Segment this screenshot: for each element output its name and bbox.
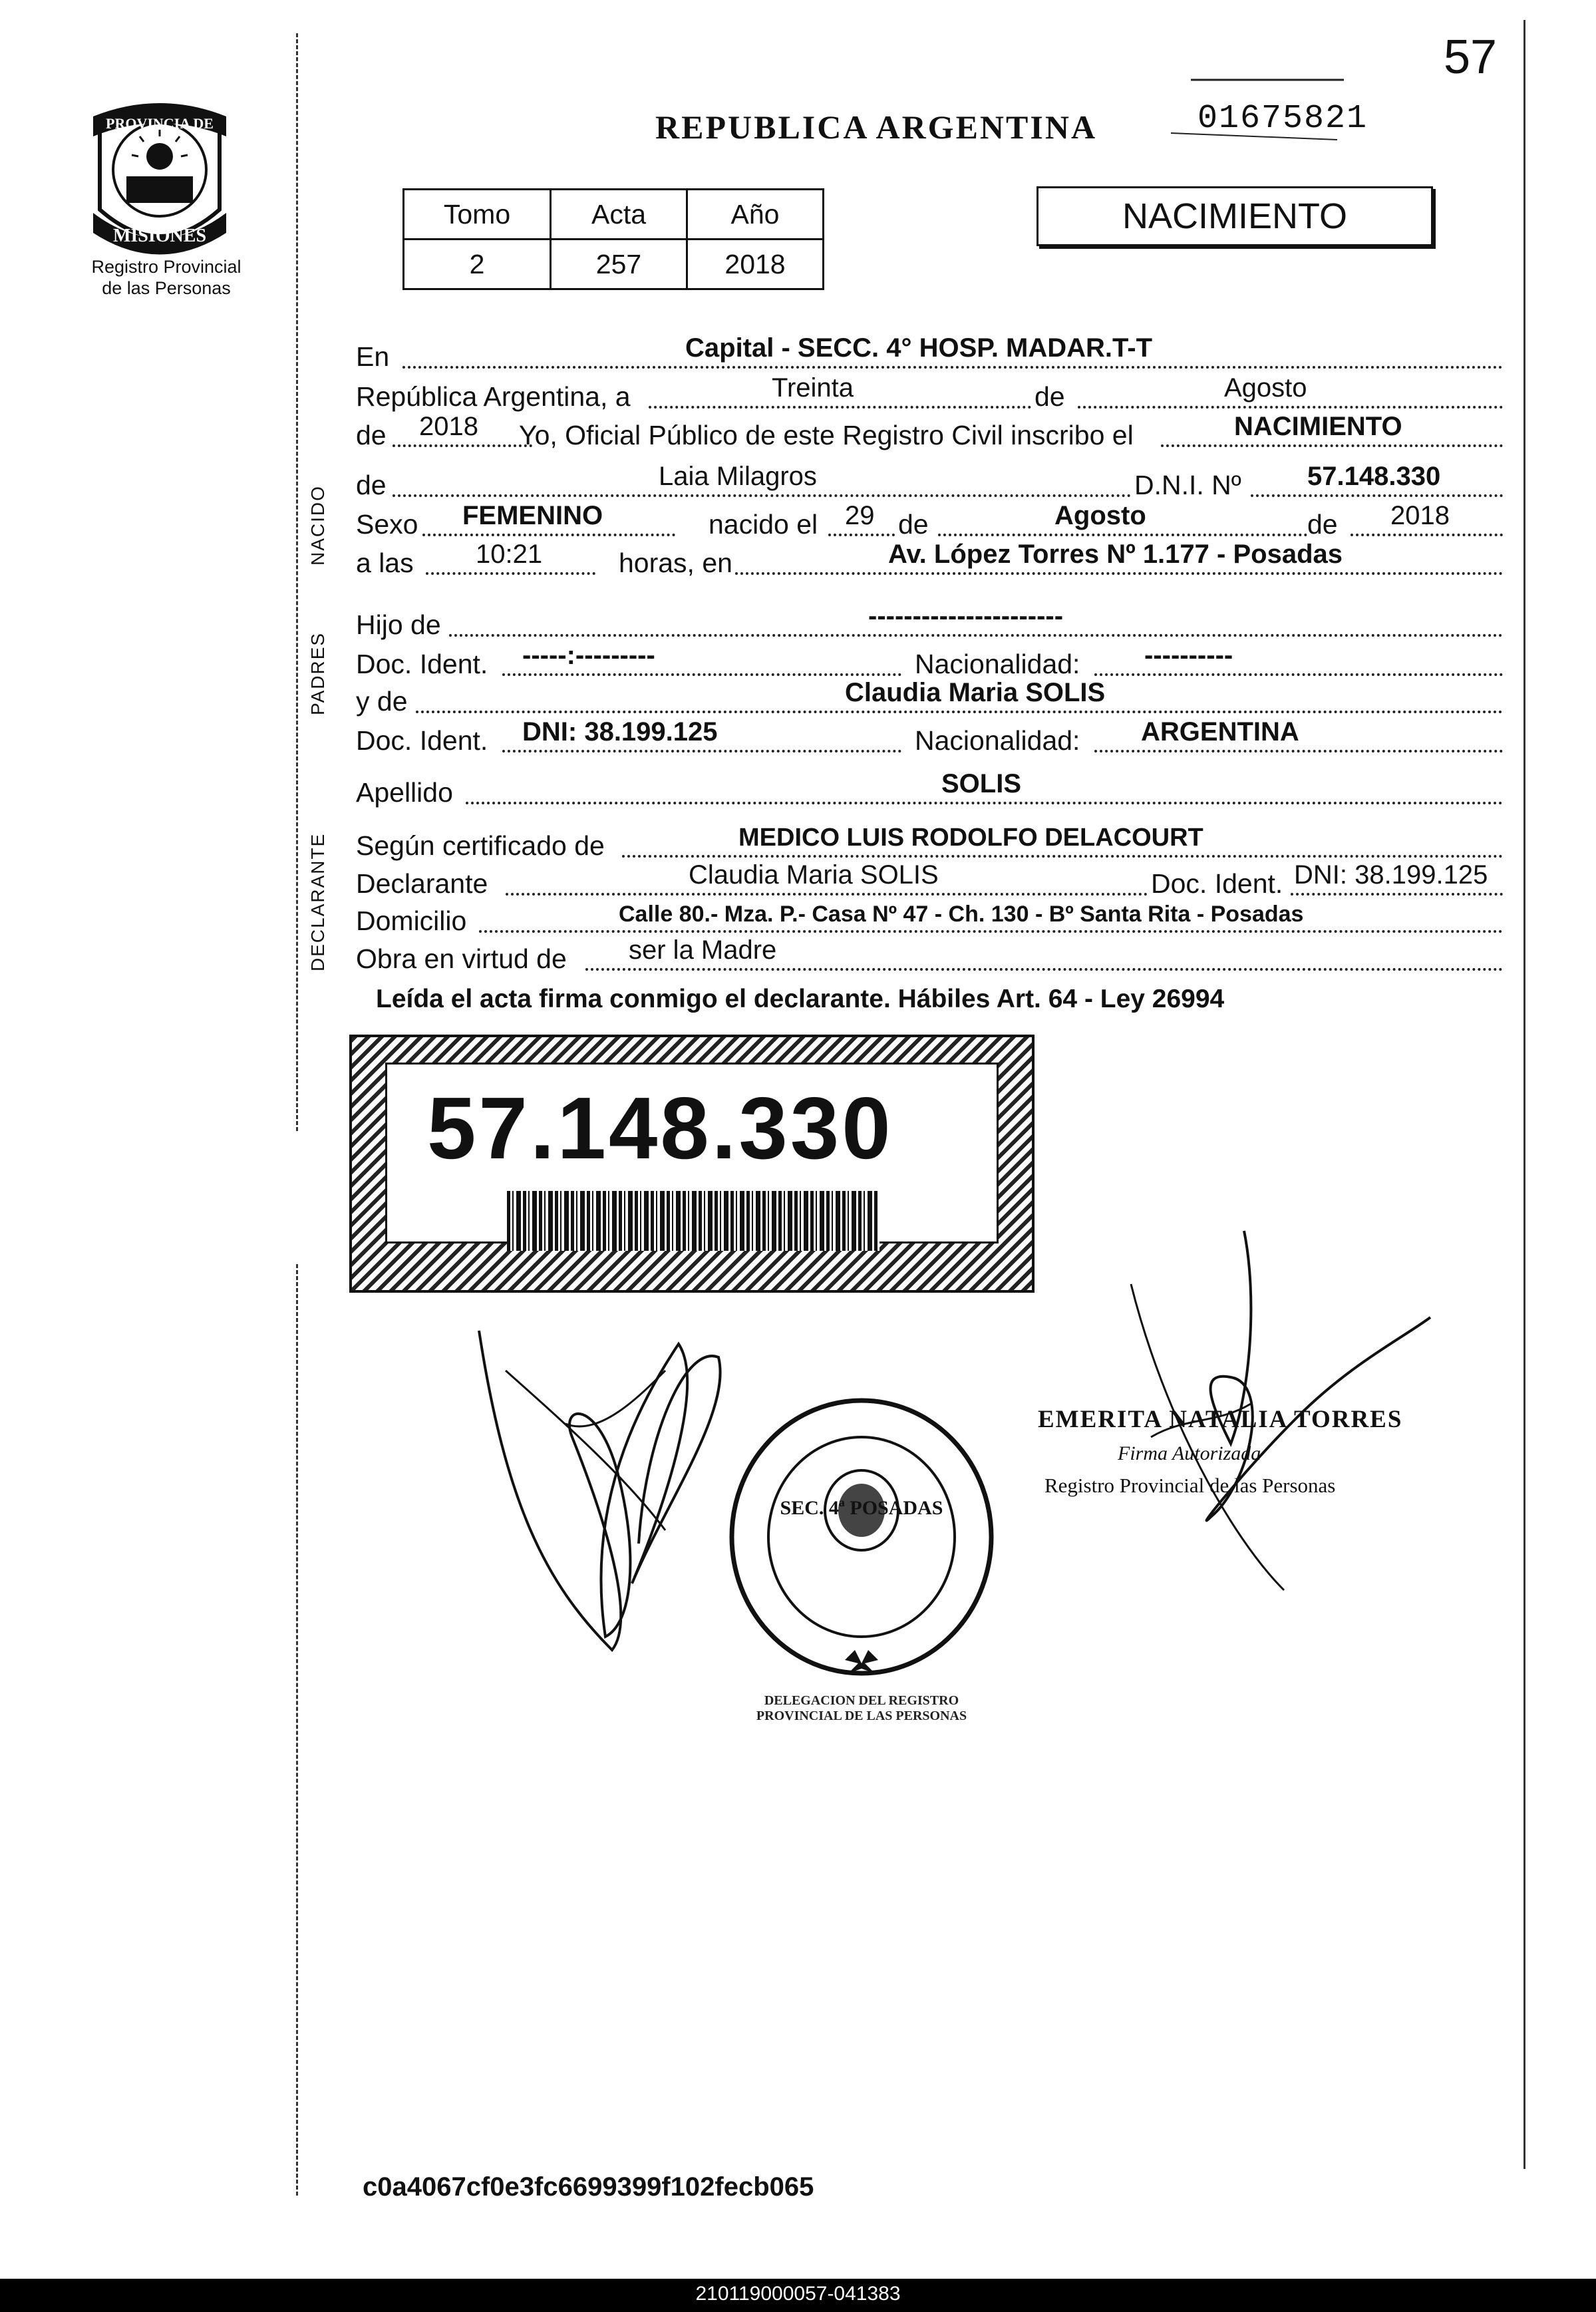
section-declarante: DECLARANTE: [307, 832, 328, 971]
label-de-name: de: [356, 470, 387, 500]
value-birth-month: Agosto: [1054, 501, 1146, 530]
value-birth-day: 29: [845, 501, 875, 530]
label-horas: horas, en: [619, 548, 732, 578]
label-de-month: de: [1035, 381, 1065, 412]
label-de-year: de: [356, 420, 387, 450]
line-mother-doc: [356, 717, 1503, 756]
header-anio: Año: [687, 190, 824, 240]
label-republica: República Argentina, a: [356, 381, 631, 412]
line-fecha: [356, 373, 1503, 413]
line-mother: [356, 677, 1503, 717]
header-acta: Acta: [551, 190, 687, 240]
org-line2: de las Personas: [102, 278, 231, 298]
record-type-box: NACIMIENTO: [1037, 186, 1433, 246]
line-domicilio: [356, 897, 1503, 937]
declarant-signature-icon: [466, 1304, 745, 1677]
footer-code: 210119000057-041383: [695, 2283, 901, 2305]
line-hijo-de: [356, 601, 1503, 641]
label-de-birth-year: de: [1307, 509, 1338, 540]
line-father-doc: [356, 640, 1503, 680]
line-apellido: [356, 768, 1503, 808]
value-birth-place: Av. López Torres Nº 1.177 - Posadas: [888, 540, 1343, 569]
label-declarante-doc: Doc. Ident.: [1151, 868, 1283, 899]
label-obra: Obra en virtud de: [356, 943, 567, 974]
value-apellido: SOLIS: [941, 769, 1022, 798]
document-hash: c0a4067cf0e3fc6699399f102fecb065: [363, 2172, 814, 2202]
value-day: Treinta: [772, 373, 854, 403]
value-father: ----------------------: [868, 601, 1064, 631]
line-certificado: [356, 822, 1503, 862]
label-en: En: [356, 341, 390, 372]
org-name: [67, 256, 266, 299]
value-year: 2018: [419, 412, 478, 441]
official-role: Firma Autorizada: [1118, 1442, 1261, 1464]
seal-outer-text: DELEGACION DEL REGISTRO PROVINCIAL DE LAS PERSONAS: [756, 1693, 967, 1723]
value-name: Laia Milagros: [659, 462, 817, 491]
value-tomo: 2: [404, 240, 551, 289]
emblem-text-top: PROVINCIA DE: [106, 115, 214, 132]
line-en: [356, 333, 1503, 373]
label-father-doc: Doc. Ident.: [356, 649, 488, 679]
value-declarante-doc: DNI: 38.199.125: [1294, 860, 1488, 890]
label-sexo: Sexo: [356, 509, 418, 540]
serial-number: 01675821: [1197, 100, 1368, 138]
record-table: [402, 188, 824, 290]
label-a-las: a las: [356, 548, 414, 578]
line-declarante: [356, 860, 1503, 900]
registry-seal-icon: [722, 1377, 1001, 1683]
label-dni: D.N.I. Nº: [1134, 470, 1241, 500]
label-declarante: Declarante: [356, 868, 488, 899]
dni-barcode: [507, 1191, 879, 1251]
label-apellido: Apellido: [356, 777, 453, 808]
line-name: [356, 461, 1503, 501]
line-hora: [356, 539, 1503, 579]
section-nacido: NACIDO: [307, 485, 328, 566]
value-declarante: Claudia Maria SOLIS: [689, 860, 939, 890]
value-father-nat: ----------: [1144, 641, 1233, 670]
country-title: REPUBLICA ARGENTINA: [655, 108, 1098, 146]
value-sexo: FEMENINO: [462, 501, 603, 530]
org-line1: Registro Provincial: [91, 257, 241, 277]
label-yo: Yo, Oficial Público de este Registro Civil inscribo el: [519, 420, 1134, 450]
label-hijo-de: Hijo de: [356, 609, 441, 640]
value-en: Capital - SECC. 4° HOSP. MADAR.T-T: [685, 333, 1153, 363]
value-act: NACIMIENTO: [1234, 412, 1402, 441]
section-padres: PADRES: [307, 631, 328, 715]
value-mother-nat: ARGENTINA: [1141, 717, 1299, 746]
label-mother-nat: Nacionalidad:: [915, 725, 1080, 756]
legal-text: Leída el acta firma conmigo el declarante. Hábiles Art. 64 - Ley 26994: [376, 985, 1225, 1013]
label-y-de: y de: [356, 686, 408, 717]
value-mother-doc: DNI: 38.199.125: [522, 717, 718, 746]
label-mother-doc: Doc. Ident.: [356, 725, 488, 756]
line-sexo: [356, 500, 1503, 540]
value-mother: Claudia Maria SOLIS: [845, 678, 1106, 707]
value-acta: 257: [551, 240, 687, 289]
page-number: 57: [1444, 31, 1498, 84]
dni-sticker-inner: [385, 1063, 999, 1243]
emblem-text-bottom: MISIONES: [112, 226, 207, 246]
value-month: Agosto: [1224, 373, 1307, 403]
margin-mark-left-lower: [296, 1264, 298, 2196]
line-year: [356, 411, 1503, 451]
record-table-header: [404, 190, 824, 240]
label-domicilio: Domicilio: [356, 906, 467, 936]
value-dni: 57.148.330: [1307, 462, 1441, 491]
label-nacido: nacido el: [709, 509, 818, 540]
label-certificado: Según certificado de: [356, 830, 605, 861]
value-birth-time: 10:21: [476, 540, 543, 569]
seal-inner-text: SEC. 4ª POSADAS: [780, 1497, 943, 1519]
value-father-doc: -----:---------: [522, 641, 655, 670]
provincia-de-misiones-emblem-icon: [80, 96, 239, 256]
value-obra: ser la Madre: [629, 935, 777, 965]
margin-mark-left: [296, 33, 298, 1131]
official-name: EMERITA NATALIA TORRES: [1038, 1406, 1403, 1433]
value-domicilio: Calle 80.- Mza. P.- Casa Nº 47 - Ch. 130 - Bº Santa Rita - Posadas: [619, 902, 1304, 927]
label-father-nat: Nacionalidad:: [915, 649, 1080, 679]
record-table-values: [404, 240, 824, 289]
header-tomo: Tomo: [404, 190, 551, 240]
dni-sticker-number: 57.148.330: [427, 1079, 893, 1177]
value-anio: 2018: [687, 240, 824, 289]
margin-mark-right: [1523, 20, 1525, 2169]
dni-sticker: [349, 1035, 1035, 1293]
value-birth-year: 2018: [1390, 501, 1450, 530]
line-obra: [356, 935, 1503, 975]
value-certificado: MEDICO LUIS RODOLFO DELACOURT: [738, 824, 1203, 852]
label-de-birth-month: de: [898, 509, 929, 540]
official-org: Registro Provincial de las Personas: [1044, 1474, 1336, 1497]
